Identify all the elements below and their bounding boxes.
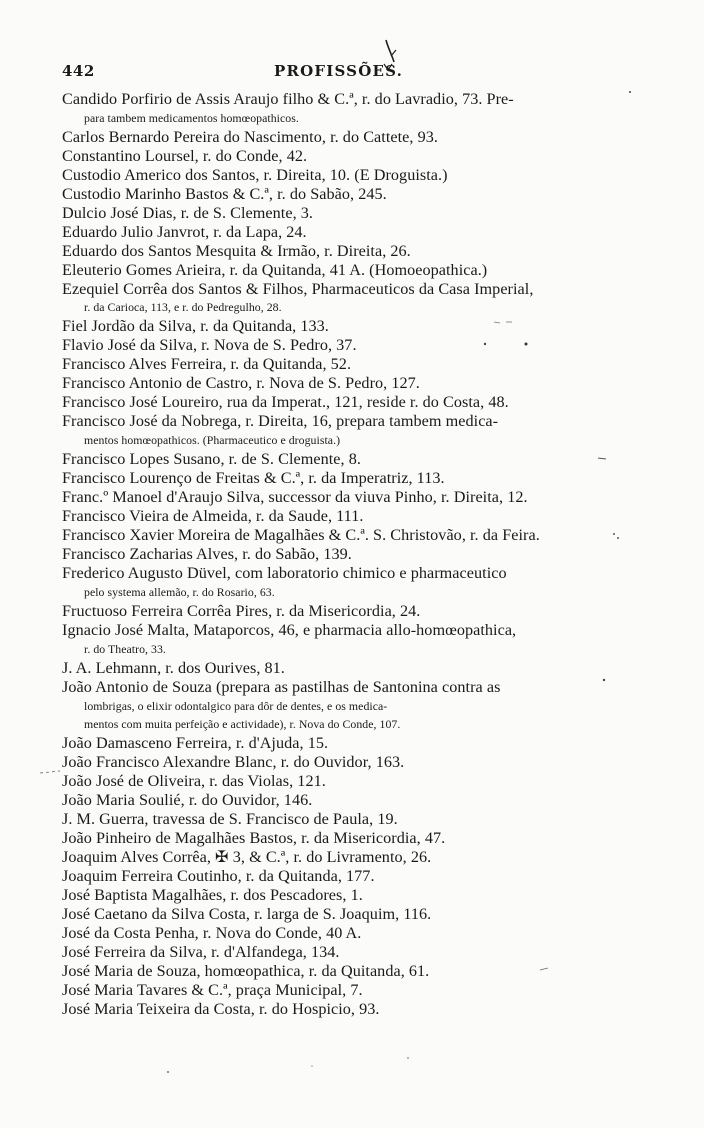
directory-entry	[62, 507, 662, 526]
directory-entry	[62, 905, 662, 924]
directory-entry	[62, 526, 662, 545]
entry-line: Carlos Bernardo Pereira do Nascimento, r. do Cattete, 93.	[62, 127, 438, 146]
entry-line: Joaquim Alves Corrêa, ✠ 3, & C.ª, r. do Livramento, 26.	[62, 848, 432, 867]
entry-line: José Maria de Souza, homœopathica, r. da Quitanda, 61.	[62, 961, 430, 980]
directory-entry	[62, 223, 662, 242]
directory-entry	[62, 981, 662, 1000]
directory-entry	[62, 128, 662, 147]
entry-line: Constantino Loursel, r. do Conde, 42.	[62, 146, 308, 165]
directory-entry	[62, 810, 662, 829]
directory-entry	[62, 867, 662, 886]
entry-line: Francisco José Loureiro, rua da Imperat., 121, reside r. do Costa, 48.	[62, 393, 509, 412]
entry-line: Eleuterio Gomes Arieira, r. da Quitanda, 41 A. (Homoeopathica.)	[62, 260, 488, 279]
directory-entry	[62, 848, 662, 867]
entry-continuation-line: lombrigas, o elixir odontalgico para dôr de dentes, e os medica-	[84, 698, 388, 713]
directory-entry	[62, 204, 662, 223]
directory-entry	[62, 772, 662, 791]
directory-entry	[62, 621, 662, 659]
entry-line: José Caetano da Silva Costa, r. larga de S. Joaquim, 116.	[62, 904, 432, 923]
directory-entry	[62, 659, 662, 678]
entry-line: Fructuoso Ferreira Corrêa Pires, r. da Misericordia, 24.	[62, 601, 421, 620]
entry-line: Custodio Marinho Bastos & C.ª, r. do Sabão, 245.	[62, 184, 387, 203]
directory-entry	[62, 412, 662, 450]
entry-line: Custodio Americo dos Santos, r. Direita, 10. (E Droguista.)	[62, 165, 448, 184]
entry-line: Eduardo Julio Janvrot, r. da Lapa, 24.	[62, 222, 307, 241]
directory-entry	[62, 90, 662, 128]
entry-line: João Pinheiro de Magalhães Bastos, r. da Misericordia, 47.	[62, 829, 446, 848]
entry-continuation-line: pelo systema allemão, r. do Rosario, 63.	[84, 584, 275, 599]
entry-line: Candido Porfirio de Assis Araujo filho & C.ª, r. do Lavradio, 73. Pre-	[62, 90, 514, 108]
directory-entry	[62, 924, 662, 943]
entry-line: Dulcio José Dias, r. de S. Clemente, 3.	[62, 203, 314, 222]
entry-line: José Maria Tavares & C.ª, praça Municipal, 7.	[62, 980, 363, 999]
entry-line: Fiel Jordão da Silva, r. da Quitanda, 133.	[62, 317, 329, 336]
directory-entry	[62, 185, 662, 204]
entry-continuation-line: r. do Theatro, 33.	[84, 641, 166, 656]
page-header	[62, 62, 682, 86]
directory-entry	[62, 147, 662, 166]
directory-entry	[62, 602, 662, 621]
entry-line: José da Costa Penha, r. Nova do Conde, 40 A.	[62, 923, 362, 942]
entry-line: Francisco Alves Ferreira, r. da Quitanda, 52.	[62, 355, 352, 374]
directory-entry	[62, 886, 662, 905]
entry-line: João Maria Soulié, r. do Ouvidor, 146.	[62, 791, 313, 810]
entry-line: Francisco Xavier Moreira de Magalhães & C.ª. S. Christovão, r. da Feira.	[62, 525, 540, 544]
entry-line: Francisco Vieira de Almeida, r. da Saude, 111.	[62, 506, 364, 525]
entry-line: José Maria Teixeira da Costa, r. do Hospicio, 93.	[62, 999, 380, 1018]
directory-entry	[62, 355, 662, 374]
directory-entry	[62, 545, 662, 564]
entry-line: Ignacio José Malta, Mataporcos, 46, e pharmacia allo-homœopathica,	[62, 620, 517, 639]
entry-line: Francisco Zacharias Alves, r. do Sabão, 139.	[62, 544, 352, 563]
entry-line: Eduardo dos Santos Mesquita & Irmão, r. Direita, 26.	[62, 241, 411, 260]
entry-continuation-line: r. da Carioca, 113, e r. do Pedregulho, 28.	[84, 300, 282, 315]
entry-continuation-line: mentos homœopathicos. (Pharmaceutico e droguista.)	[84, 433, 341, 448]
directory-entry	[62, 317, 662, 336]
directory-entry	[62, 829, 662, 848]
directory-entry	[62, 1000, 662, 1019]
entry-line: Francisco Lopes Susano, r. de S. Clemente, 8.	[62, 450, 361, 469]
entry-line: Francisco Antonio de Castro, r. Nova de S. Pedro, 127.	[62, 374, 420, 393]
directory-entry	[62, 393, 662, 412]
entry-line: Flavio José da Silva, r. Nova de S. Pedro, 37.	[62, 336, 357, 355]
entry-line: João José de Oliveira, r. das Violas, 121.	[62, 772, 326, 791]
directory-entry	[62, 336, 662, 355]
directory-entry	[62, 280, 662, 318]
entry-list	[62, 90, 662, 1019]
entry-line: Franc.º Manoel d'Araujo Silva, successor da viuva Pinho, r. Direita, 12.	[62, 488, 528, 507]
entry-line: Frederico Augusto Düvel, com laboratorio chimico e pharmaceutico	[62, 563, 507, 582]
entry-line: José Ferreira da Silva, r. d'Alfandega, 134.	[62, 942, 340, 961]
entry-line: Francisco Lourenço de Freitas & C.ª, r. da Imperatriz, 113.	[62, 469, 445, 488]
entry-line: J. A. Lehmann, r. dos Ourives, 81.	[62, 658, 285, 677]
entry-line: J. M. Guerra, travessa de S. Francisco de Paula, 19.	[62, 810, 398, 829]
directory-entry	[62, 261, 662, 280]
directory-entry	[62, 962, 662, 981]
directory-entry	[62, 166, 662, 185]
directory-entry	[62, 564, 662, 602]
entry-line: João Antonio de Souza (prepara as pastilhas de Santonina contra as	[62, 677, 501, 696]
entry-continuation-line: mentos com muita perfeição e actividade), r. Nova do Conde, 107.	[84, 717, 401, 732]
entry-line: Francisco José da Nobrega, r. Direita, 16, prepara tambem medica-	[62, 412, 499, 431]
directory-entry	[62, 469, 662, 488]
directory-entry	[62, 678, 662, 735]
directory-entry	[62, 943, 662, 962]
directory-entry	[62, 450, 662, 469]
entry-line: Ezequiel Corrêa dos Santos & Filhos, Pharmaceuticos da Casa Imperial,	[62, 279, 534, 298]
directory-entry	[62, 488, 662, 507]
page-number: 442	[62, 62, 95, 80]
directory-entry	[62, 242, 662, 261]
entry-line: João Francisco Alexandre Blanc, r. do Ouvidor, 163.	[62, 753, 405, 772]
running-title: PROFISSÕES.	[274, 62, 404, 80]
directory-entry	[62, 374, 662, 393]
entry-line: José Baptista Magalhães, r. dos Pescadores, 1.	[62, 886, 363, 905]
directory-entry	[62, 734, 662, 753]
entry-line: Joaquim Ferreira Coutinho, r. da Quitanda, 177.	[62, 867, 375, 886]
directory-entry	[62, 791, 662, 810]
directory-entry	[62, 753, 662, 772]
entry-continuation-line: para tambem medicamentos homœopathicos.	[84, 110, 299, 125]
entry-line: João Damasceno Ferreira, r. d'Ajuda, 15.	[62, 734, 329, 753]
